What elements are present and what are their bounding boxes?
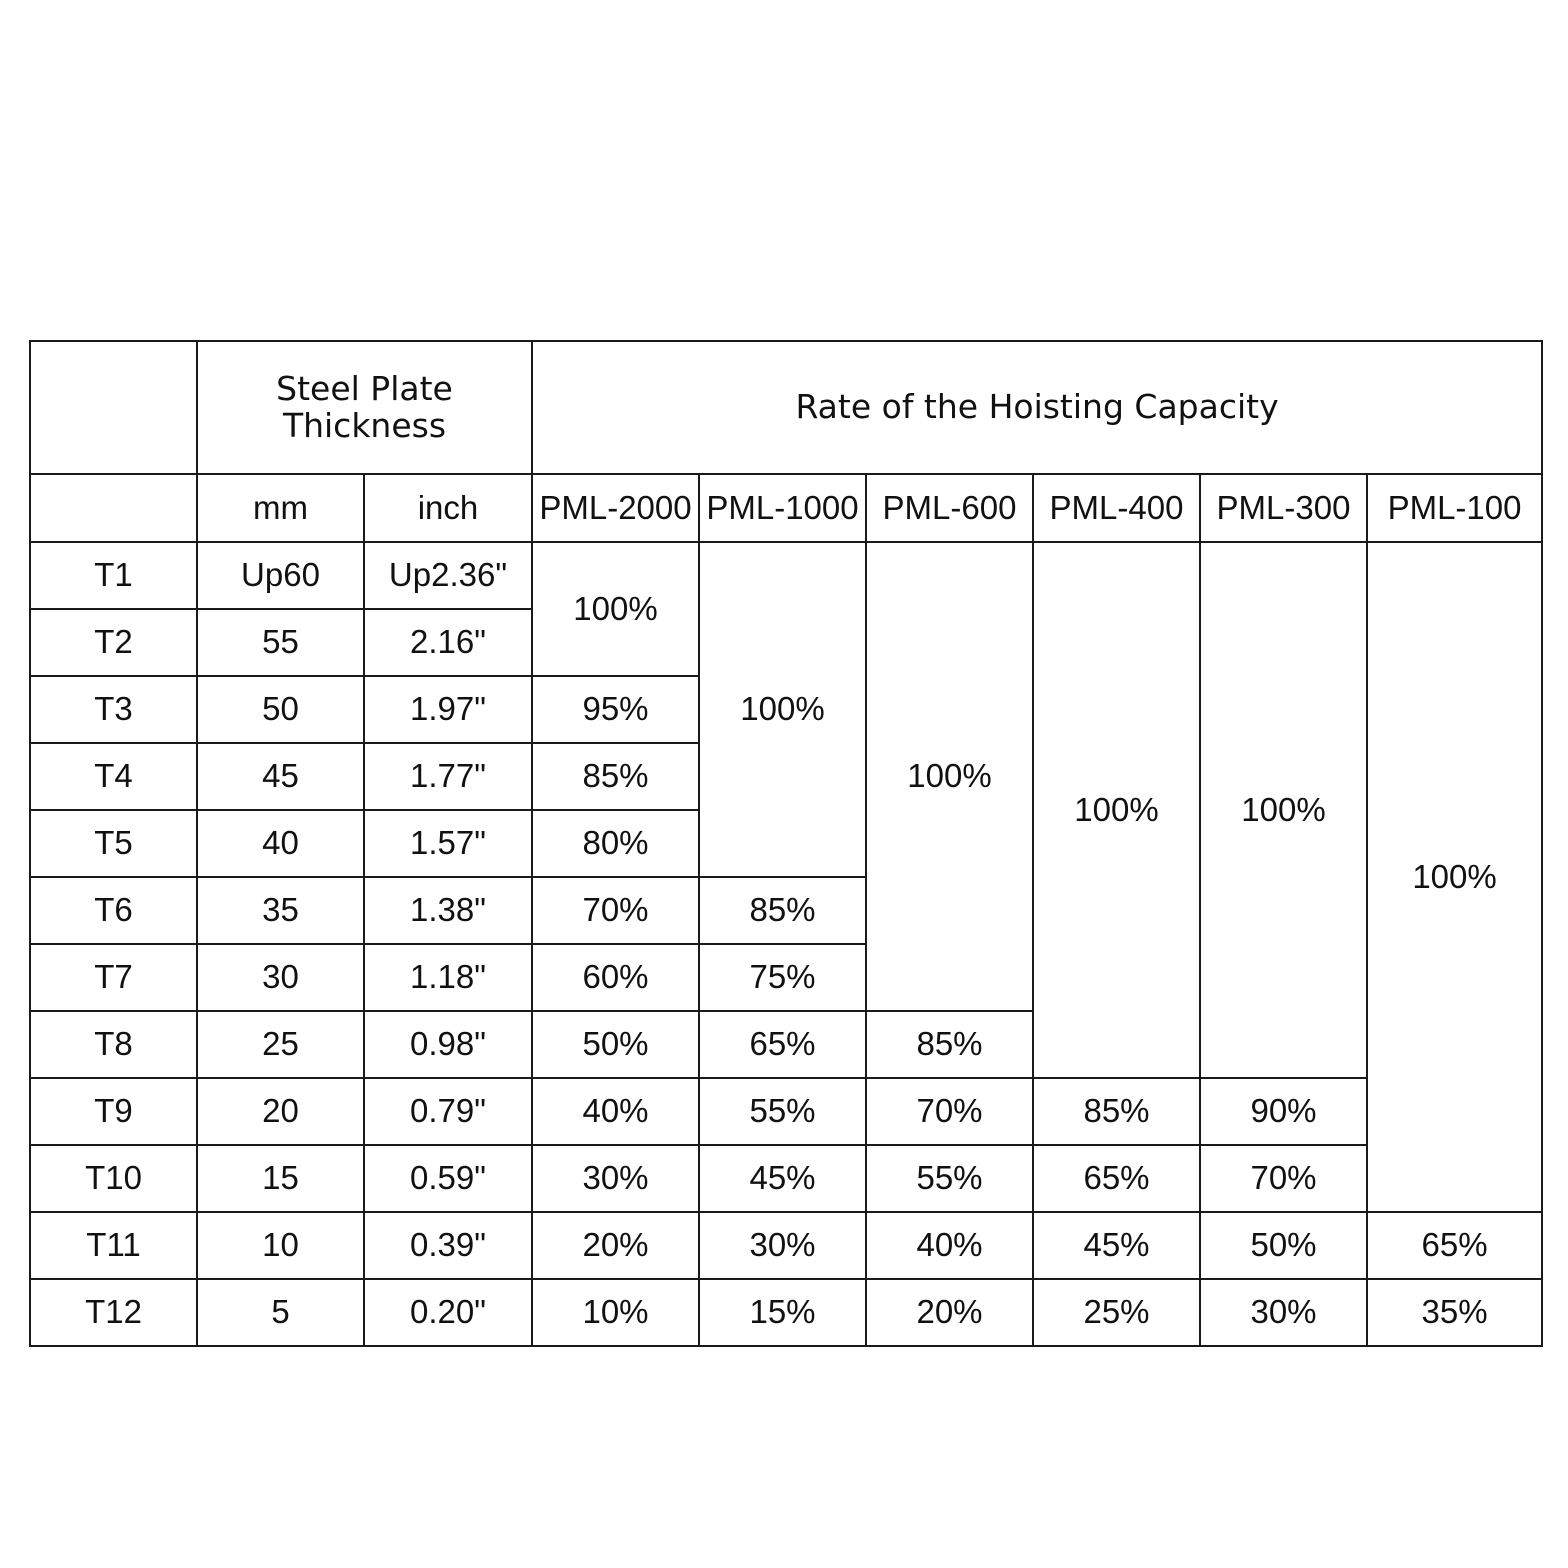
row-mm: 10 <box>197 1212 364 1279</box>
row-code: T12 <box>30 1279 197 1346</box>
rate-pml400: 45% <box>1033 1212 1200 1279</box>
row-inch: 1.97" <box>364 676 532 743</box>
rate-pml300: 50% <box>1200 1212 1367 1279</box>
rate-pml2000: 60% <box>532 944 699 1011</box>
rate-pml2000: 95% <box>532 676 699 743</box>
rate-header: Rate of the Hoisting Capacity <box>532 341 1542 474</box>
rate-pml1000: 45% <box>699 1145 866 1212</box>
rate-pml2000: 10% <box>532 1279 699 1346</box>
rate-pml300: 90% <box>1200 1078 1367 1145</box>
row-code: T7 <box>30 944 197 1011</box>
table-row <box>30 542 1542 609</box>
thickness-header <box>197 341 532 474</box>
rate-pml2000: 40% <box>532 1078 699 1145</box>
rate-pml2000: 20% <box>532 1212 699 1279</box>
row-mm: 55 <box>197 609 364 676</box>
row-mm: 45 <box>197 743 364 810</box>
header-row-1 <box>30 341 1542 474</box>
row-code: T5 <box>30 810 197 877</box>
model-header-pml-300: PML-300 <box>1200 474 1367 542</box>
row-inch: 0.98" <box>364 1011 532 1078</box>
rate-pml600-t1-t7: 100% <box>866 542 1033 1011</box>
row-code: T6 <box>30 877 197 944</box>
rate-pml400-t1-t8: 100% <box>1033 542 1200 1078</box>
row-code: T9 <box>30 1078 197 1145</box>
row-inch: Up2.36" <box>364 542 532 609</box>
rate-pml1000: 65% <box>699 1011 866 1078</box>
inch-header: inch <box>364 474 532 542</box>
thickness-header-line2: Thickness <box>282 405 447 445</box>
row-inch: 1.77" <box>364 743 532 810</box>
row-inch: 1.57" <box>364 810 532 877</box>
rate-pml400: 65% <box>1033 1145 1200 1212</box>
row-inch: 1.18" <box>364 944 532 1011</box>
row-mm: Up60 <box>197 542 364 609</box>
rate-pml2000: 30% <box>532 1145 699 1212</box>
table-row <box>30 1212 1542 1279</box>
row-inch: 0.39" <box>364 1212 532 1279</box>
row-mm: 50 <box>197 676 364 743</box>
corner-cell <box>30 341 197 474</box>
rate-pml1000: 85% <box>699 877 866 944</box>
rate-pml100-t1-t10: 100% <box>1367 542 1542 1212</box>
row-inch: 0.79" <box>364 1078 532 1145</box>
table-row <box>30 1078 1542 1145</box>
row-code: T4 <box>30 743 197 810</box>
row-mm: 40 <box>197 810 364 877</box>
corner-cell-2 <box>30 474 197 542</box>
row-code: T10 <box>30 1145 197 1212</box>
mm-header: mm <box>197 474 364 542</box>
hoisting-capacity-table <box>29 340 1543 1347</box>
rate-pml600: 70% <box>866 1078 1033 1145</box>
rate-pml300: 70% <box>1200 1145 1367 1212</box>
rate-pml1000-t1-t5: 100% <box>699 542 866 877</box>
model-header-pml-1000: PML-1000 <box>699 474 866 542</box>
row-inch: 2.16" <box>364 609 532 676</box>
rate-pml1000: 15% <box>699 1279 866 1346</box>
row-mm: 35 <box>197 877 364 944</box>
rate-pml2000: 85% <box>532 743 699 810</box>
rate-pml300: 30% <box>1200 1279 1367 1346</box>
row-mm: 20 <box>197 1078 364 1145</box>
row-code: T8 <box>30 1011 197 1078</box>
rate-pml600: 40% <box>866 1212 1033 1279</box>
model-header-pml-600: PML-600 <box>866 474 1033 542</box>
row-mm: 25 <box>197 1011 364 1078</box>
row-code: T1 <box>30 542 197 609</box>
table-row <box>30 1145 1542 1212</box>
rate-pml300-t1-t8: 100% <box>1200 542 1367 1078</box>
rate-pml2000: 70% <box>532 877 699 944</box>
thickness-header-line1: Steel Plate <box>276 369 453 409</box>
row-inch: 1.38" <box>364 877 532 944</box>
rate-pml2000-t1-t2: 100% <box>532 542 699 676</box>
model-header-pml-100: PML-100 <box>1367 474 1542 542</box>
row-mm: 5 <box>197 1279 364 1346</box>
rate-pml600: 55% <box>866 1145 1033 1212</box>
rate-pml100: 35% <box>1367 1279 1542 1346</box>
row-mm: 30 <box>197 944 364 1011</box>
model-header-pml-400: PML-400 <box>1033 474 1200 542</box>
row-code: T11 <box>30 1212 197 1279</box>
rate-pml400: 85% <box>1033 1078 1200 1145</box>
rate-pml100: 65% <box>1367 1212 1542 1279</box>
rate-pml2000: 80% <box>532 810 699 877</box>
rate-pml600: 85% <box>866 1011 1033 1078</box>
rate-pml600: 20% <box>866 1279 1033 1346</box>
rate-pml1000: 75% <box>699 944 866 1011</box>
row-inch: 0.20" <box>364 1279 532 1346</box>
model-header-pml-2000: PML-2000 <box>532 474 699 542</box>
row-code: T2 <box>30 609 197 676</box>
header-row-2 <box>30 474 1542 542</box>
row-code: T3 <box>30 676 197 743</box>
rate-pml1000: 55% <box>699 1078 866 1145</box>
rate-pml1000: 30% <box>699 1212 866 1279</box>
table-row <box>30 1279 1542 1346</box>
rate-pml2000: 50% <box>532 1011 699 1078</box>
row-mm: 15 <box>197 1145 364 1212</box>
row-inch: 0.59" <box>364 1145 532 1212</box>
rate-pml400: 25% <box>1033 1279 1200 1346</box>
